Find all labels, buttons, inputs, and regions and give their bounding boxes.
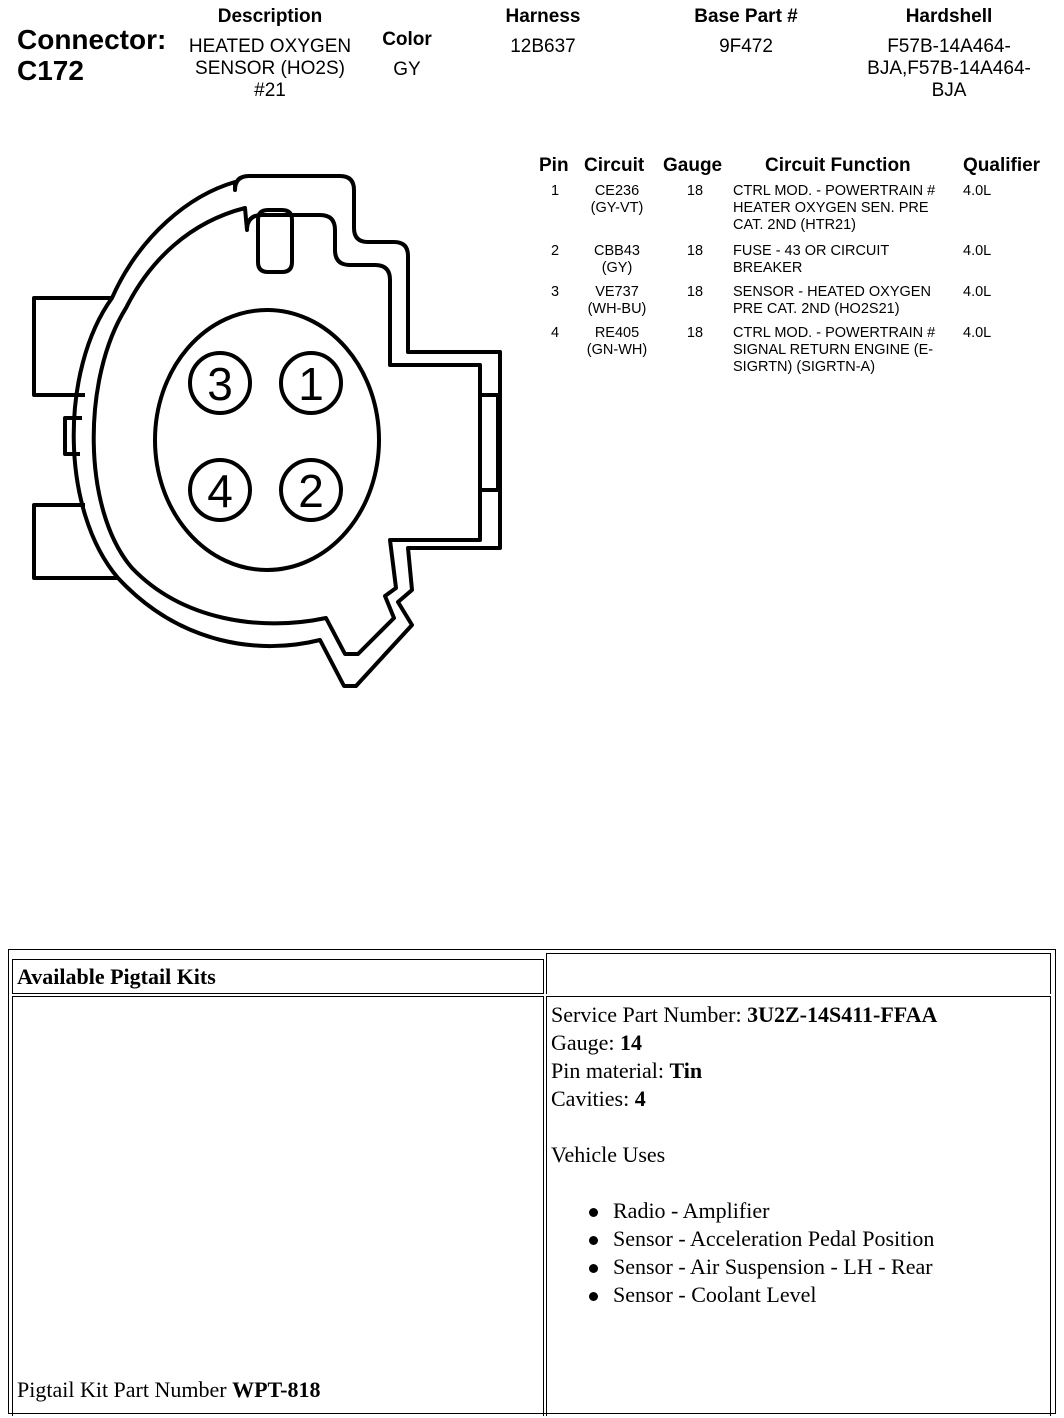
cavity-label-3: 3: [207, 358, 233, 410]
hardshell-header: Hardshell: [905, 6, 993, 27]
list-item: Sensor - Coolant Level: [551, 1281, 937, 1309]
gauge: Gauge: 14: [551, 1030, 643, 1055]
harness-header: Harness: [505, 6, 581, 27]
pin-row-3-pin: 3: [550, 284, 560, 300]
pigtail-header-cell: [12, 959, 544, 994]
connector-face-diagram: [20, 150, 520, 695]
vehicle-uses-list: [551, 1197, 937, 1309]
pin-row-2-circuit: CBB43 (GY): [594, 243, 640, 276]
right-latch: [480, 395, 498, 490]
connector-id: C172: [17, 55, 84, 86]
pin-table-header-gauge: Gauge: [663, 155, 723, 176]
pin-row-3-gauge: 18: [686, 284, 704, 300]
harness-value: 12B637: [510, 36, 576, 57]
pin-row-4-function: CTRL MOD. - POWERTRAIN # SIGNAL RETURN ENGINE (E- SIGRTN) (SIGRTN-A): [733, 325, 936, 375]
cavities: Cavities: 4: [551, 1086, 646, 1111]
pin-row-1-function: CTRL MOD. - POWERTRAIN # HEATER OXYGEN SEN. PRE CAT. 2ND (HTR21): [733, 183, 936, 233]
pin-row-4-qualifier: 4.0L: [963, 325, 992, 341]
pin-table-header-circuit: Circuit: [584, 155, 645, 176]
color-header: Color: [382, 29, 432, 50]
cavity-label-1: 1: [298, 358, 324, 410]
pin-table-header-function: Circuit Function: [765, 155, 911, 176]
pin-material: Pin material: Tin: [551, 1058, 703, 1083]
pigtail-details: [551, 1001, 937, 1309]
vehicle-uses-label: Vehicle Uses: [551, 1142, 666, 1167]
pin-row-3-circuit: VE737 (WH-BU): [587, 284, 647, 317]
pin-row-4-pin: 4: [550, 325, 560, 341]
pigtail-kit-number: Pigtail Kit Part Number WPT-818: [17, 1377, 321, 1402]
pigtail-details-cell: [546, 996, 1051, 1416]
pin-row-4-gauge: 18: [686, 325, 704, 341]
color-value: GY: [393, 59, 421, 80]
list-item: Sensor - Air Suspension - LH - Rear: [551, 1253, 937, 1281]
pigtail-header: Available Pigtail Kits: [17, 964, 216, 989]
pin-row-3-qualifier: 4.0L: [963, 284, 992, 300]
description-value: HEATED OXYGEN SENSOR (HO2S) #21: [188, 36, 352, 101]
terminal-face: [155, 310, 379, 570]
pin-row-2-qualifier: 4.0L: [963, 243, 992, 259]
connector-housing-outline: [74, 176, 500, 686]
pin-row-4-circuit: RE405 (GN-WH): [586, 325, 648, 358]
base-part-value: 9F472: [719, 36, 773, 57]
description-header: Description: [217, 6, 323, 27]
pin-row-2-pin: 2: [550, 243, 560, 259]
connector-housing-inner: [94, 208, 480, 654]
pin-row-2-gauge: 18: [686, 243, 704, 259]
key-slot: [258, 210, 292, 272]
pin-row-1-qualifier: 4.0L: [963, 183, 992, 199]
pin-row-1-circuit: CE236 (GY-VT): [590, 183, 644, 216]
pin-table-header-pin: Pin: [539, 155, 569, 176]
pin-row-2-function: FUSE - 43 OR CIRCUIT BREAKER: [733, 243, 890, 276]
pigtail-kit-cell: [12, 996, 544, 1416]
pin-row-3-function: SENSOR - HEATED OXYGEN PRE CAT. 2ND (HO2S21): [733, 284, 931, 317]
list-item: Sensor - Acceleration Pedal Position: [551, 1225, 937, 1253]
pigtail-kits-table: [8, 949, 1056, 1414]
hardshell-value: F57B-14A464- BJA,F57B-14A464- BJA: [867, 36, 1031, 101]
pin-row-1-pin: 1: [550, 183, 560, 199]
connector-label: Connector: C172: [17, 24, 167, 86]
list-item: Radio - Amplifier: [551, 1197, 937, 1225]
pin-row-1-gauge: 18: [686, 183, 704, 199]
cavity-label-2: 2: [298, 465, 324, 517]
pin-table-header-qualifier: Qualifier: [963, 155, 1041, 176]
base-part-header: Base Part #: [694, 6, 798, 27]
cavity-label-4: 4: [207, 465, 233, 517]
service-part-number: Service Part Number: 3U2Z-14S411-FFAA: [551, 1002, 938, 1027]
pigtail-header-right-cell: [546, 953, 1051, 994]
